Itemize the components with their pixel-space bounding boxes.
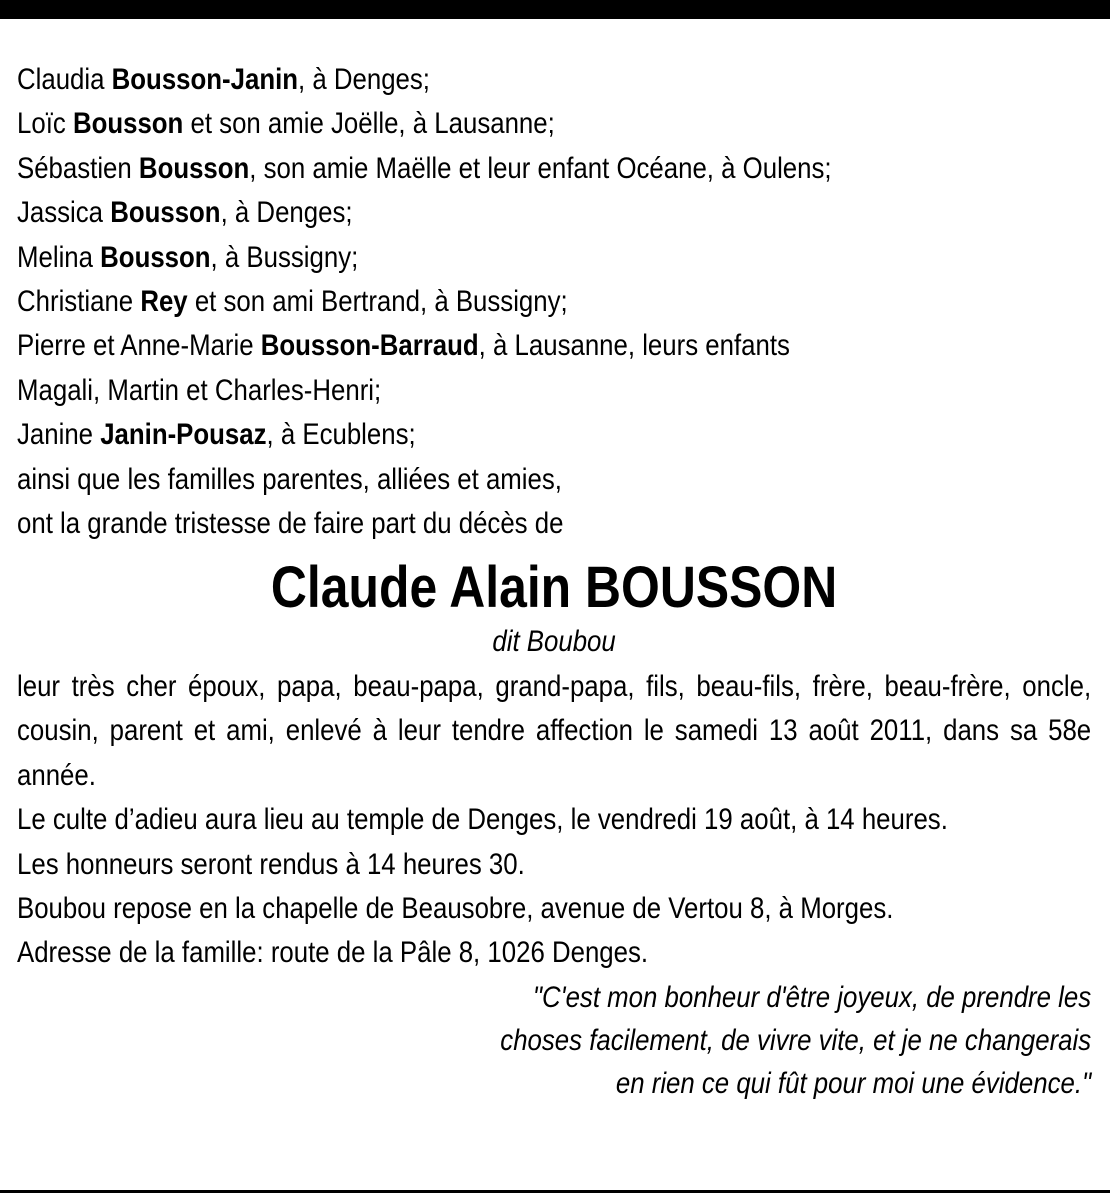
- closing-quote: [17, 976, 1091, 1105]
- family-location: , à Denges;: [220, 196, 353, 230]
- family-surname: Bousson: [138, 151, 250, 185]
- family-location: , à Lausanne, leurs enfants: [478, 329, 790, 363]
- family-given-names: Pierre et Anne-Marie: [17, 329, 261, 363]
- family-line: [17, 102, 1091, 146]
- family-surname: Bousson: [100, 240, 211, 274]
- family-given-names: Loïc: [17, 107, 73, 141]
- family-location: et son amie Joëlle, à Lausanne;: [183, 107, 555, 141]
- family-line: [17, 191, 1091, 235]
- family-location: , à Denges;: [298, 63, 430, 96]
- quote-line: "C'est mon bonheur d'être joyeux, de prendre les: [532, 980, 1092, 1014]
- family-line: [17, 324, 1091, 368]
- family-given-names: Sébastien: [17, 151, 139, 185]
- deceased-name: Claude Alain BOUSSON: [270, 555, 838, 621]
- relationship-paragraph: leur très cher époux, papa, beau-papa, grand-papa, fils, beau-fils, frère, beau-frère, oncle, cousin, parent et ami, enlevé à leur tendre affection le samedi 13 août 2011, dans sa 58e année.: [17, 669, 1092, 792]
- death-notice: [17, 58, 1091, 1105]
- family-given-names: Jassica: [17, 196, 111, 230]
- intro-line: ont la grande tristesse de faire part du décès de: [17, 507, 564, 541]
- bottom-rule: [0, 1190, 1110, 1193]
- family-surname: Janin-Pousaz: [100, 418, 267, 452]
- family-location: , à Bussigny;: [210, 240, 359, 274]
- family-given-names: Magali, Martin et Charles-Henri;: [17, 373, 382, 407]
- family-surname: Bousson-Janin: [111, 63, 299, 96]
- family-given-names: Christiane: [17, 285, 141, 319]
- family-line: [17, 58, 1091, 102]
- family-location: et son ami Bertrand, à Bussigny;: [187, 285, 568, 319]
- family-list: [17, 58, 1091, 458]
- intro-line: ainsi que les familles parentes, alliées et amies,: [17, 462, 562, 496]
- quote-line: choses facilement, de vivre vite, et je ne changerais: [500, 1023, 1092, 1057]
- family-address: Adresse de la famille: route de la Pâle 8, 1026 Denges.: [17, 936, 649, 970]
- family-location: , son amie Maëlle et leur enfant Océane, à Oulens;: [249, 151, 832, 185]
- family-given-names: Claudia: [17, 63, 112, 96]
- family-given-names: Melina: [17, 240, 101, 274]
- family-line: [17, 369, 1091, 413]
- quote-line: en rien ce qui fût pour moi une évidence.": [615, 1066, 1092, 1100]
- repose-paragraph: Boubou repose en la chapelle de Beausobre, avenue de Vertou 8, à Morges.: [17, 891, 894, 925]
- family-line: [17, 236, 1091, 280]
- top-rule: [0, 0, 1110, 19]
- nickname: dit Boubou: [492, 625, 616, 659]
- family-surname: Bousson: [110, 196, 221, 230]
- family-surname: Bousson: [72, 107, 184, 141]
- family-given-names: Janine: [17, 418, 101, 452]
- family-line: [17, 280, 1091, 324]
- honours-paragraph: Les honneurs seront rendus à 14 heures 30.: [17, 847, 525, 881]
- family-surname: Rey: [140, 285, 188, 319]
- family-location: , à Ecublens;: [266, 418, 416, 452]
- family-line: [17, 413, 1091, 457]
- family-line: [17, 147, 1091, 191]
- family-surname: Bousson-Barraud: [260, 329, 479, 363]
- service-paragraph: Le culte d’adieu aura lieu au temple de Denges, le vendredi 19 août, à 14 heures.: [17, 803, 948, 837]
